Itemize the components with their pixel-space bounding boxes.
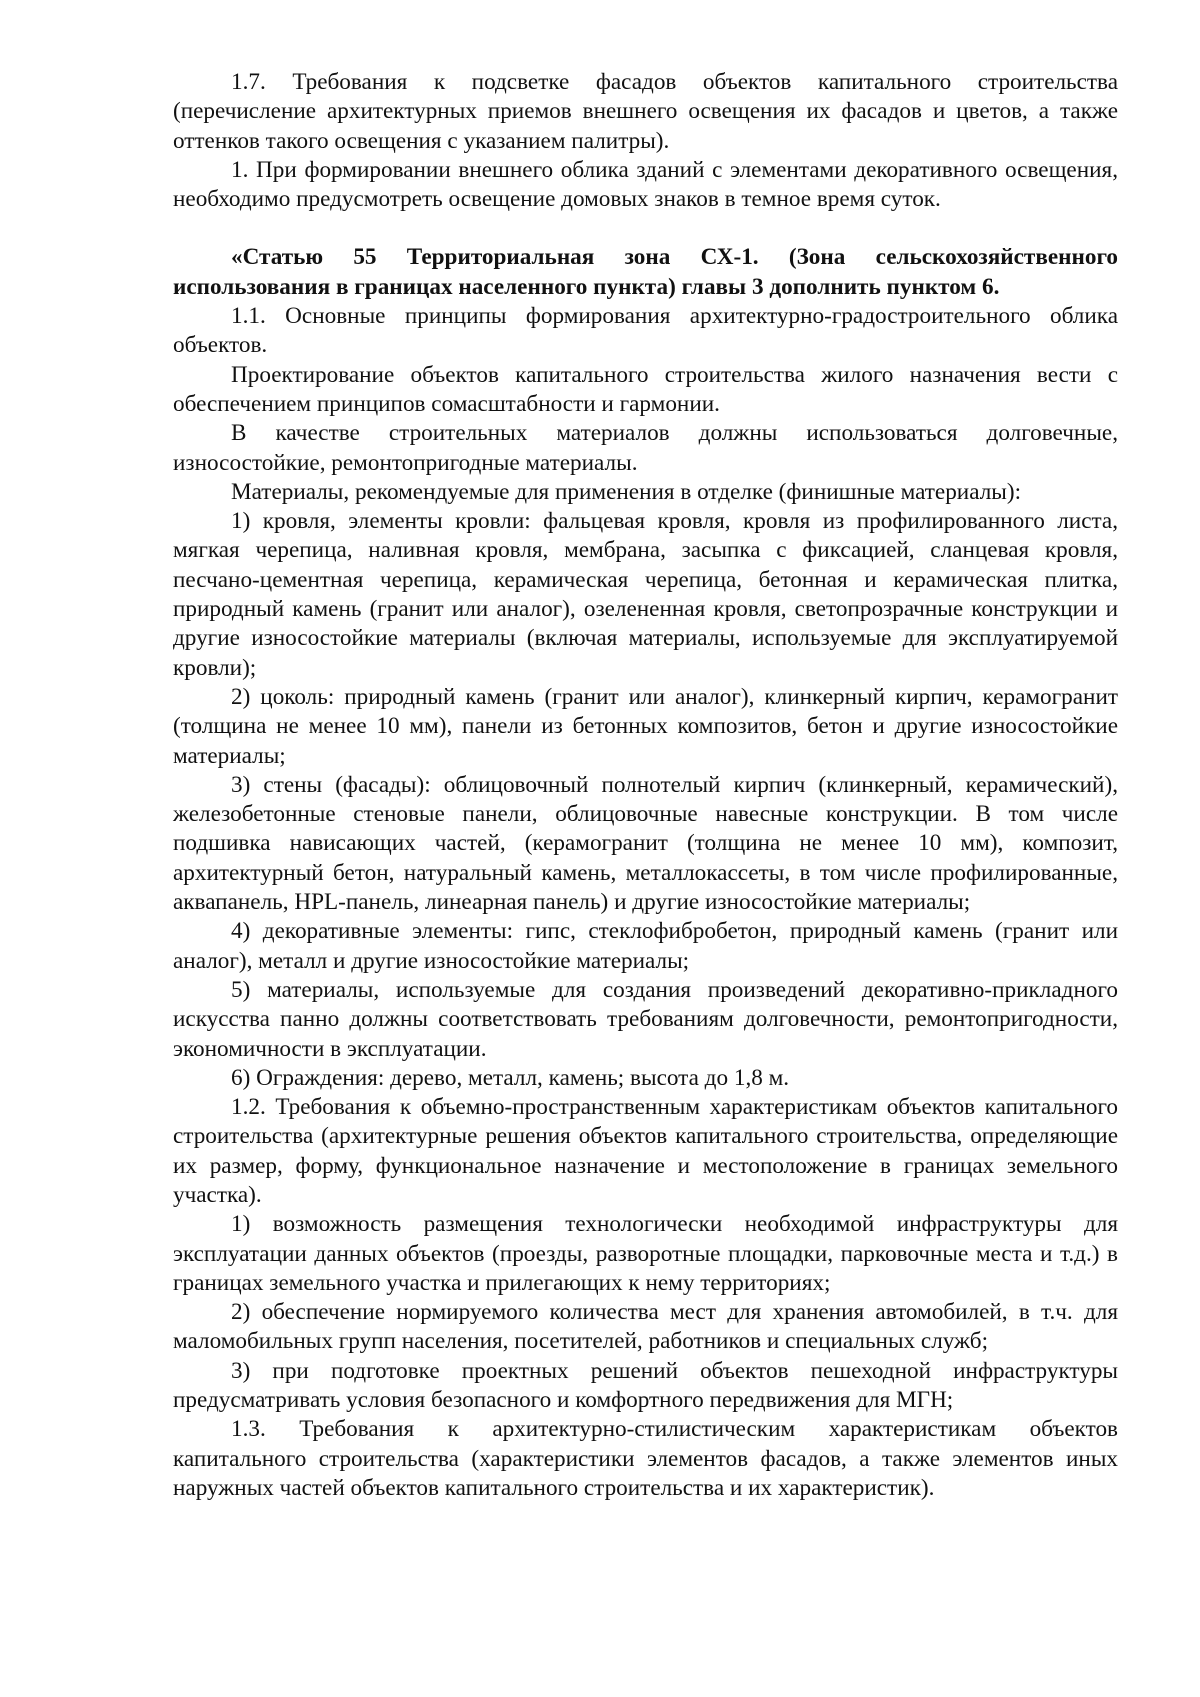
- paragraph-building-materials: В качестве строительных материалов должны использоваться долговечные, износостойкие, ремонтопригодные материалы.: [173, 420, 1118, 476]
- list-item-decorative-elements: 4) декоративные элементы: гипс, стеклофибробетон, природный камень (гранит или аналог), металл и другие износостойкие материалы;: [173, 918, 1118, 974]
- document-page: [173, 68, 1118, 1503]
- paragraph-1-7: 1.7. Требования к подсветке фасадов объектов капитального строительства (перечисление архитектурных приемов внешнего освещения их фасадов и цветов, а также оттенков такого освещения с указанием палитры).: [173, 69, 1118, 154]
- list-item-infrastructure: 1) возможность размещения технологически необходимой инфраструктуры для эксплуатации данных объектов (проезды, разворотные площадки, парковочные места и т.д.) в границах земельного участка и прилегающих к нему территориях;: [173, 1211, 1118, 1296]
- list-item-parking: 2) обеспечение нормируемого количества мест для хранения автомобилей, в т.ч. для маломобильных групп населения, посетителей, работников и специальных служб;: [173, 1299, 1118, 1355]
- list-item-pedestrian-infrastructure: 3) при подготовке проектных решений объектов пешеходной инфраструктуры предусматривать условия безопасного и комфортного передвижения для МГН;: [173, 1357, 1118, 1414]
- list-item-plinth: 2) цоколь: природный камень (гранит или аналог), клинкерный кирпич, керамогранит (толщина не менее 10 мм), панели из бетонных композитов, бетон и другие износостойкие материалы;: [173, 683, 1118, 769]
- paragraph-1-1: 1.1. Основные принципы формирования архитектурно-градостроительного облика объектов.: [173, 303, 1118, 359]
- list-item-walls: 3) стены (фасады): облицовочный полнотелый кирпич (клинкерный, керамический), железобетонные стеновые панели, облицовочные навесные конструкции. В том числе подшивка нависающих частей, (керамогранит (толщина не менее 10 мм), композит, архитектурный бетон, натуральный камень, металлокассеты, в том числе профилированные, аквапанель, HPL-панель, линеарная панель) и другие износостойкие материалы;: [173, 771, 1118, 916]
- paragraph-1-3: 1.3. Требования к архитектурно-стилистическим характеристикам объектов капитального строительства (характеристики элементов фасадов, а также элементов иных наружных частей объектов капитального строительства и их характеристик).: [173, 1416, 1118, 1501]
- list-item-fences: 6) Ограждения: дерево, металл, камень; высота до 1,8 м.: [231, 1064, 790, 1091]
- paragraph-design-principles: Проектирование объектов капитального строительства жилого назначения вести с обеспечением принципов сомасштабности и гармонии.: [173, 361, 1118, 417]
- paragraph-finishing-materials-intro: Материалы, рекомендуемые для применения в отделке (финишные материалы):: [231, 478, 1022, 505]
- list-item-decorative-art-materials: 5) материалы, используемые для создания произведений декоративно-прикладного искусства панно должны соответствовать требованиям долговечности, ремонтопригодности, экономичности в эксплуатации.: [173, 976, 1118, 1062]
- section-heading-article-55: «Статью 55 Территориальная зона СХ-1. (Зона сельскохозяйственного использования в границах населенного пункта) главы 3 дополнить пунктом 6.: [173, 244, 1118, 300]
- paragraph-lighting-note: 1. При формировании внешнего облика зданий с элементами декоративного освещения, необходимо предусмотреть освещение домовых знаков в темное время суток.: [173, 156, 1118, 213]
- paragraph-1-2: 1.2. Требования к объемно-пространственным характеристикам объектов капитального строительства (архитектурные решения объектов капитального строительства, определяющие их размер, форму, функциональное назначение и местоположение в границах земельного участка).: [173, 1094, 1118, 1208]
- list-item-roofing: 1) кровля, элементы кровли: фальцевая кровля, кровля из профилированного листа, мягкая черепица, наливная кровля, мембрана, засыпка с фиксацией, сланцевая кровля, песчано-цементная черепица, керамическая черепица, бетонная и керамическая плитка, природный камень (гранит или аналог), озелененная кровля, светопрозрачные конструкции и другие износостойкие материалы (включая материалы, используемые для эксплуатируемой кровли);: [173, 508, 1118, 681]
